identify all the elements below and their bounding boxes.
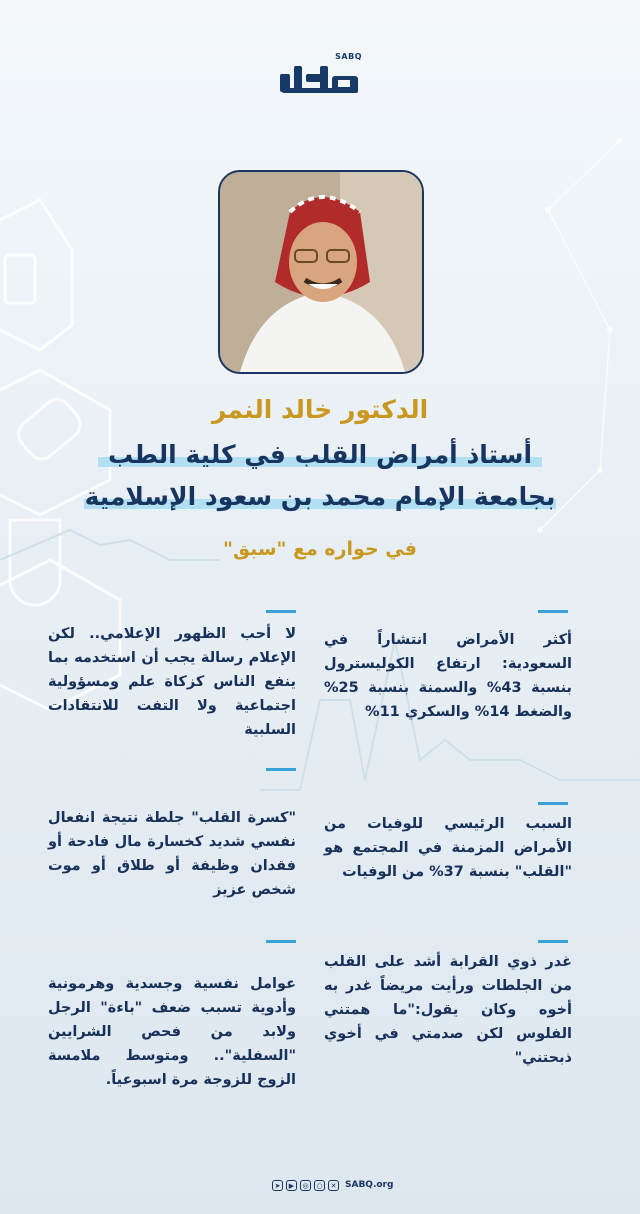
- quote-divider: [266, 768, 296, 771]
- guest-title-line-2: بجامعة الإمام محمد بن سعود الإسلامية: [84, 482, 556, 511]
- quote-item: عوامل نفسية وجسدية وهرمونية وأدوية تسبب ضعف "باءة" الرجل ولابد من فحص الشرايين "السفلية".. ومتوسط ملامسة الزوج للزوجة مرة اسبوعياً.: [48, 976, 296, 1088]
- telegram-icon[interactable]: ➤: [272, 1180, 283, 1191]
- quote-item: "كسرة القلب" جلطة نتيجة انفعال نفسي شديد كخسارة مال فادحة أو فقدان وظيفة أو طلاق أو موت شخص عزيز: [48, 810, 296, 898]
- youtube-icon[interactable]: ▶: [286, 1180, 297, 1191]
- quote-item: السبب الرئيسي للوفيات من الأمراض المزمنة في المجتمع هو "القلب" بنسبة 37% من الوفيات: [324, 816, 572, 880]
- sabq-logo: [272, 52, 368, 98]
- quote-divider: [538, 802, 568, 805]
- social-footer: [272, 1178, 393, 1192]
- x-icon[interactable]: ✕: [328, 1180, 339, 1191]
- instagram-icon[interactable]: ○: [314, 1180, 325, 1191]
- interview-subtitle: في حواره مع "سبق": [223, 538, 417, 560]
- quote-item: لا أحب الظهور الإعلامي.. لكن الإعلام رسالة يجب أن استخدمه بما ينفع الناس كزكاة علم ومسؤولية اجتماعية ولا التفت للانتقادات السلبية: [48, 626, 296, 738]
- logo-tag: SABQ: [335, 52, 362, 61]
- quote-item: غدر ذوي القرابة أشد على القلب من الجلطات ورأيت مريضاً غدر به أخوه وكان يقول:"ما همتني الفلوس لكن صدمتي في أخوي ذبحتني": [324, 954, 572, 1066]
- quote-divider: [266, 940, 296, 943]
- quote-item: أكثر الأمراض انتشاراً في السعودية: ارتفاع الكوليسترول بنسبة 43% والسمنة بنسبة 25% والضغط 14% والسكري 11%: [324, 632, 572, 720]
- quote-divider: [538, 940, 568, 943]
- portrait-photo: [218, 170, 424, 374]
- guest-name: الدكتور خالد النمر: [211, 395, 429, 424]
- quote-divider: [266, 610, 296, 613]
- website-link[interactable]: SABQ.org: [345, 1180, 394, 1190]
- quote-divider: [538, 610, 568, 613]
- guest-title-line-1: أستاذ أمراض القلب في كلية الطب: [98, 440, 542, 469]
- snapchat-icon[interactable]: ◎: [300, 1180, 311, 1191]
